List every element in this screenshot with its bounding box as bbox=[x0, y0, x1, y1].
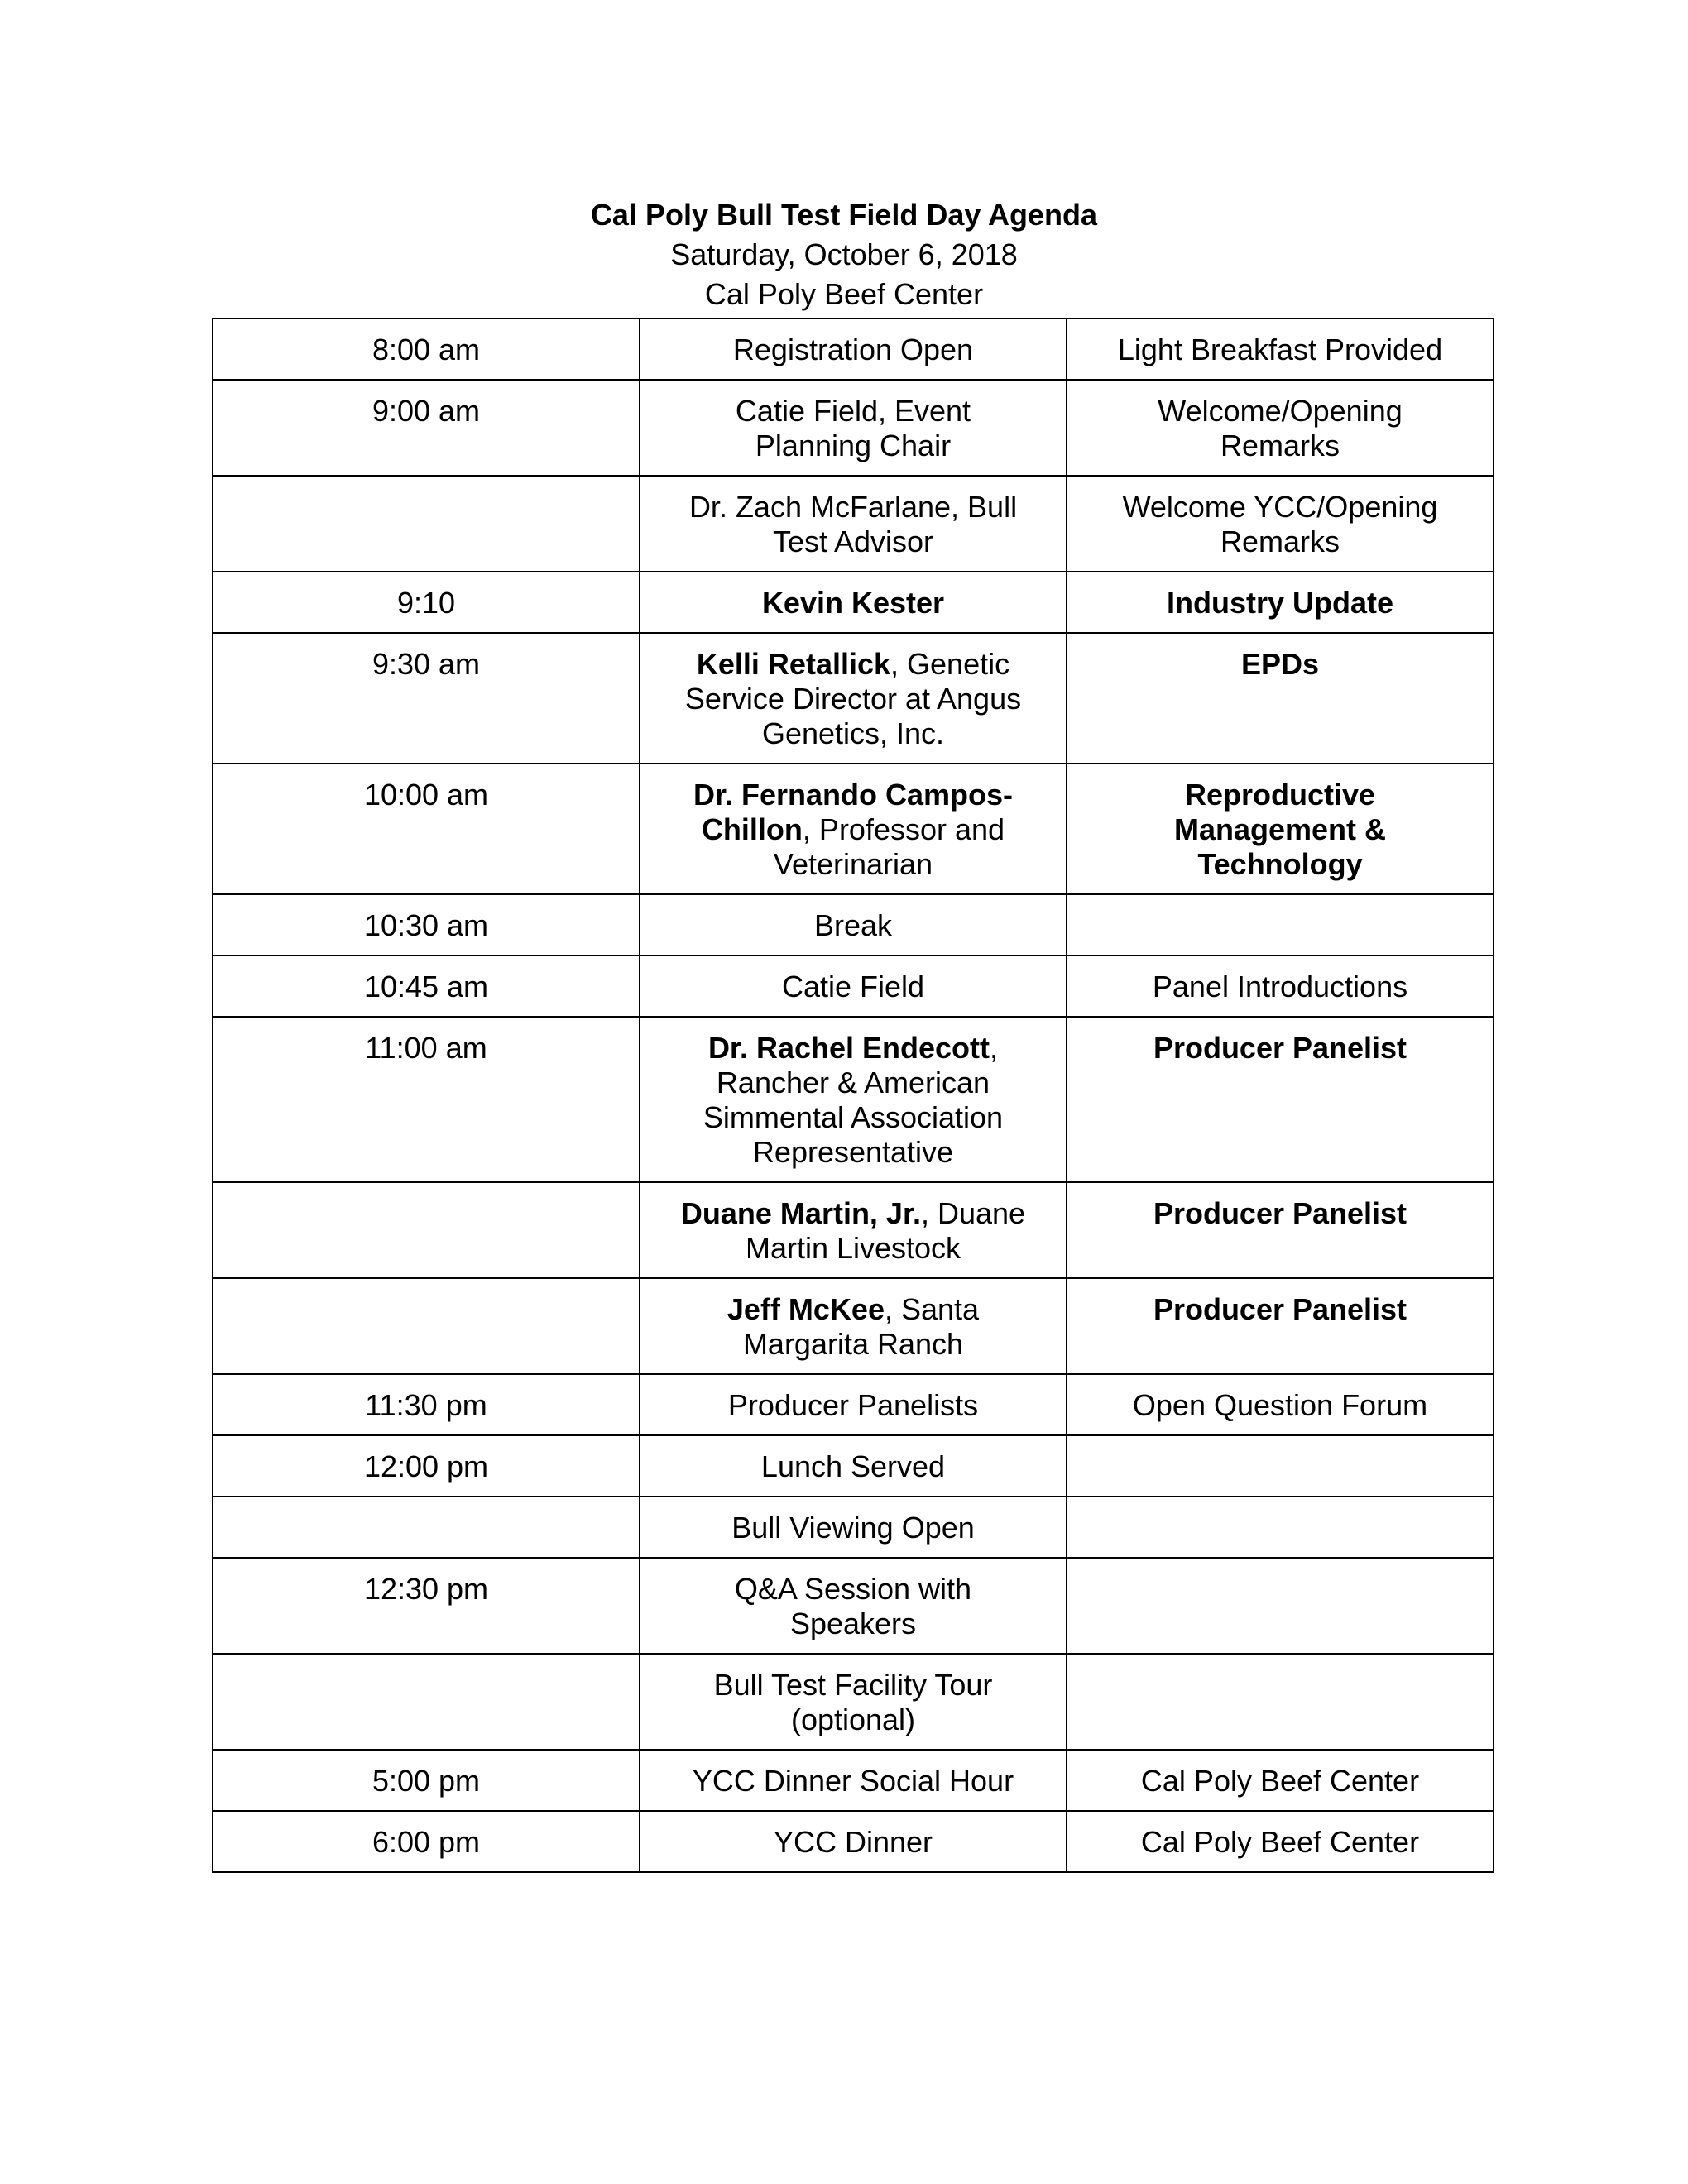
agenda-time-cell: 8:00 am bbox=[213, 318, 640, 380]
agenda-item-cell bbox=[640, 572, 1067, 633]
agenda-note-cell bbox=[1067, 1182, 1494, 1278]
agenda-time-cell bbox=[213, 1654, 640, 1750]
agenda-time-cell: 10:00 am bbox=[213, 764, 640, 894]
event-location: Cal Poly Beef Center bbox=[704, 277, 984, 311]
agenda-note-cell bbox=[1067, 1435, 1494, 1497]
agenda-time-cell: 9:10 bbox=[213, 572, 640, 633]
text-segment: Open Question Forum bbox=[1132, 1388, 1428, 1422]
agenda-row bbox=[213, 1497, 1494, 1558]
bold-text-segment: Dr. Rachel Endecott bbox=[707, 1031, 990, 1065]
bold-text-segment: Reproductive Management & Technology bbox=[1173, 778, 1387, 881]
text-segment: Producer Panelists bbox=[727, 1388, 979, 1422]
text-segment: Catie Field, Event Planning Chair bbox=[735, 394, 971, 462]
agenda-note-cell bbox=[1067, 894, 1494, 956]
text-segment: , Professor and Veterinarian bbox=[773, 812, 1005, 881]
agenda-row bbox=[213, 572, 1494, 633]
agenda-row bbox=[213, 764, 1494, 894]
agenda-note-cell bbox=[1067, 1558, 1494, 1654]
agenda-time-cell: 12:00 pm bbox=[213, 1435, 640, 1497]
agenda-note-cell bbox=[1067, 764, 1494, 894]
agenda-item-cell bbox=[640, 633, 1067, 764]
agenda-item-cell bbox=[640, 1278, 1067, 1374]
agenda-row bbox=[213, 956, 1494, 1017]
agenda-item-cell bbox=[640, 1558, 1067, 1654]
bold-text-segment: Producer Panelist bbox=[1153, 1196, 1407, 1230]
agenda-item-cell bbox=[640, 1374, 1067, 1435]
agenda-note-cell bbox=[1067, 1811, 1494, 1872]
text-segment: Bull Viewing Open bbox=[731, 1511, 975, 1545]
agenda-time-cell: 10:45 am bbox=[213, 956, 640, 1017]
agenda-item-cell bbox=[640, 1811, 1067, 1872]
agenda-time-cell: 10:30 am bbox=[213, 894, 640, 956]
agenda-time-cell bbox=[213, 476, 640, 572]
agenda-item-cell bbox=[640, 1654, 1067, 1750]
agenda-header bbox=[0, 195, 1688, 314]
text-segment: , Duane Martin Livestock bbox=[745, 1196, 1026, 1265]
text-segment: Light Breakfast Provided bbox=[1117, 333, 1443, 366]
event-date: Saturday, October 6, 2018 bbox=[670, 237, 1018, 271]
agenda-item-cell bbox=[640, 894, 1067, 956]
bold-text-segment: Producer Panelist bbox=[1153, 1031, 1407, 1065]
agenda-row bbox=[213, 1435, 1494, 1497]
agenda-row bbox=[213, 476, 1494, 572]
agenda-item-cell bbox=[640, 476, 1067, 572]
text-segment: Welcome/Opening Remarks bbox=[1158, 394, 1403, 462]
agenda-note-cell bbox=[1067, 1017, 1494, 1182]
agenda-note-cell bbox=[1067, 1497, 1494, 1558]
bold-text-segment: Dr. Fernando Campos-Chillon bbox=[693, 778, 1014, 846]
agenda-time-cell: 9:00 am bbox=[213, 380, 640, 476]
text-segment: Break bbox=[813, 908, 893, 942]
agenda-item-cell bbox=[640, 1497, 1067, 1558]
text-segment: Panel Introductions bbox=[1152, 970, 1408, 1003]
agenda-row bbox=[213, 1182, 1494, 1278]
text-segment: Registration Open bbox=[732, 333, 974, 366]
text-segment: YCC Dinner Social Hour bbox=[692, 1764, 1014, 1798]
agenda-item-cell bbox=[640, 1435, 1067, 1497]
agenda-time-cell bbox=[213, 1182, 640, 1278]
text-segment: Cal Poly Beef Center bbox=[1140, 1764, 1420, 1798]
document-title: Cal Poly Bull Test Field Day Agenda bbox=[590, 198, 1098, 232]
agenda-row bbox=[213, 1654, 1494, 1750]
text-segment: , Rancher & American Simmental Association Representative bbox=[703, 1031, 1004, 1169]
agenda-time-cell: 5:00 pm bbox=[213, 1750, 640, 1811]
agenda-item-cell bbox=[640, 380, 1067, 476]
agenda-note-cell bbox=[1067, 476, 1494, 572]
agenda-time-cell: 11:00 am bbox=[213, 1017, 640, 1182]
text-segment: Q&A Session with Speakers bbox=[734, 1572, 972, 1640]
agenda-item-cell bbox=[640, 1182, 1067, 1278]
bold-text-segment: Kevin Kester bbox=[761, 586, 945, 620]
agenda-row bbox=[213, 1750, 1494, 1811]
agenda-table bbox=[212, 318, 1494, 1873]
bold-text-segment: Industry Update bbox=[1166, 586, 1394, 620]
agenda-row bbox=[213, 894, 1494, 956]
agenda-row bbox=[213, 318, 1494, 380]
agenda-time-cell: 11:30 pm bbox=[213, 1374, 640, 1435]
agenda-item-cell bbox=[640, 764, 1067, 894]
agenda-time-cell bbox=[213, 1278, 640, 1374]
text-segment: Lunch Served bbox=[760, 1449, 946, 1483]
bold-text-segment: EPDs bbox=[1240, 647, 1320, 681]
agenda-note-cell bbox=[1067, 572, 1494, 633]
agenda-row bbox=[213, 633, 1494, 764]
agenda-row bbox=[213, 1558, 1494, 1654]
bold-text-segment: Kelli Retallick bbox=[696, 647, 891, 681]
agenda-time-cell bbox=[213, 1497, 640, 1558]
agenda-item-cell bbox=[640, 1017, 1067, 1182]
agenda-note-cell bbox=[1067, 1374, 1494, 1435]
agenda-note-cell bbox=[1067, 1278, 1494, 1374]
agenda-item-cell bbox=[640, 1750, 1067, 1811]
text-segment: Catie Field bbox=[781, 970, 925, 1003]
text-segment: Bull Test Facility Tour (optional) bbox=[713, 1668, 993, 1736]
agenda-note-cell bbox=[1067, 1750, 1494, 1811]
agenda-item-cell bbox=[640, 956, 1067, 1017]
agenda-item-cell bbox=[640, 318, 1067, 380]
agenda-row bbox=[213, 380, 1494, 476]
text-segment: YCC Dinner bbox=[773, 1825, 933, 1859]
agenda-row bbox=[213, 1017, 1494, 1182]
text-segment: , Santa Margarita Ranch bbox=[742, 1292, 980, 1361]
agenda-note-cell bbox=[1067, 956, 1494, 1017]
agenda-note-cell bbox=[1067, 318, 1494, 380]
agenda-note-cell bbox=[1067, 1654, 1494, 1750]
agenda-note-cell bbox=[1067, 380, 1494, 476]
bold-text-segment: Producer Panelist bbox=[1153, 1292, 1407, 1326]
agenda-time-cell: 12:30 pm bbox=[213, 1558, 640, 1654]
text-segment: Cal Poly Beef Center bbox=[1140, 1825, 1420, 1859]
bold-text-segment: Duane Martin, Jr. bbox=[680, 1196, 921, 1230]
agenda-time-cell: 9:30 am bbox=[213, 633, 640, 764]
agenda-note-cell bbox=[1067, 633, 1494, 764]
text-segment: , Genetic Service Director at Angus Genetics, Inc. bbox=[684, 647, 1022, 750]
text-segment: Welcome YCC/Opening Remarks bbox=[1122, 490, 1438, 558]
agenda-time-cell: 6:00 pm bbox=[213, 1811, 640, 1872]
text-segment: Dr. Zach McFarlane, Bull Test Advisor bbox=[688, 490, 1018, 558]
agenda-row bbox=[213, 1278, 1494, 1374]
bold-text-segment: Jeff McKee bbox=[727, 1292, 885, 1326]
agenda-table-body bbox=[213, 318, 1494, 1872]
agenda-row bbox=[213, 1811, 1494, 1872]
agenda-row bbox=[213, 1374, 1494, 1435]
